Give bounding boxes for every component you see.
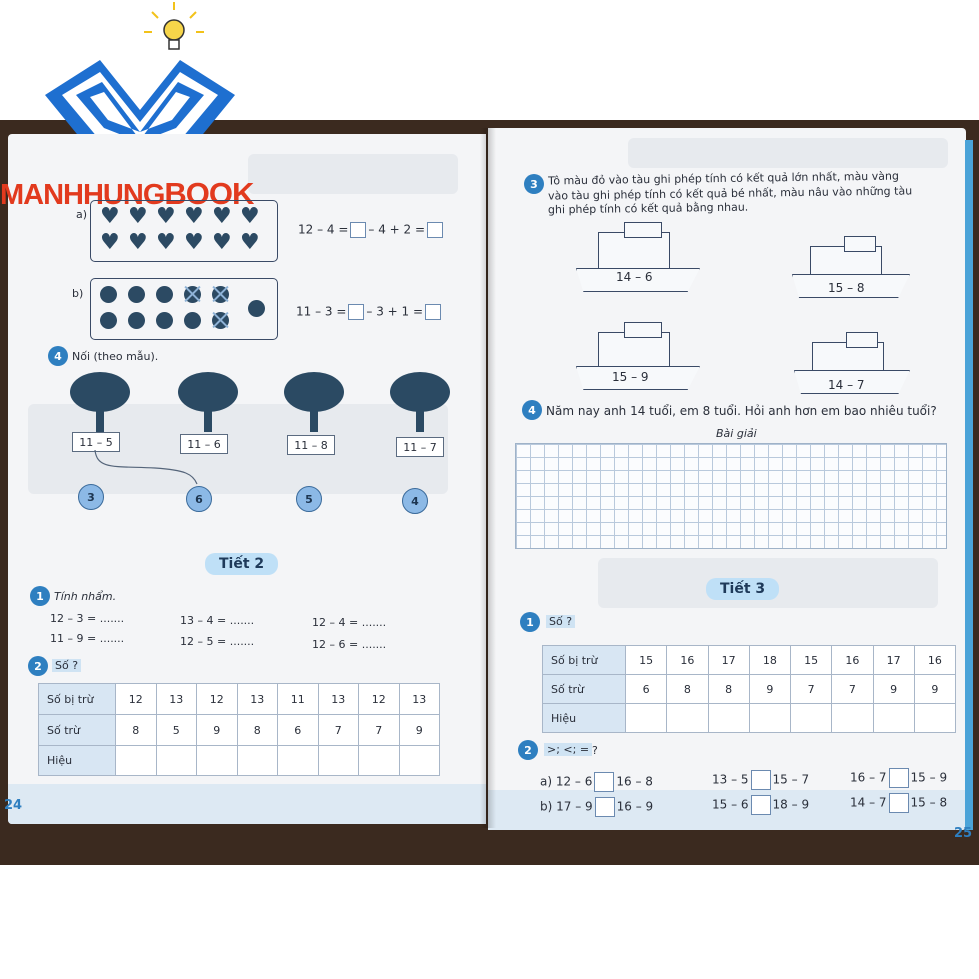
question-title: Tính nhẩm.	[54, 590, 117, 603]
tree-icon	[390, 372, 450, 434]
apple-icon: 6	[186, 486, 212, 512]
ship-label: 14 – 7	[828, 378, 865, 392]
compare-row-b: 14 – 7 15 – 8	[850, 793, 947, 813]
page-footer-wave	[8, 784, 486, 824]
compare-row-a: a) 12 – 6 16 – 8	[540, 772, 653, 792]
lesson-title: Tiết 3	[706, 578, 779, 600]
calc-item: 11 – 9 = .......	[50, 632, 125, 645]
question-text: vào tàu ghi phép tính có kết quả bé nhất, màu nâu vào những tàu	[547, 184, 913, 203]
answer-box[interactable]	[350, 222, 366, 238]
question-number: 3	[524, 174, 544, 194]
question-title: >; <; =	[544, 743, 592, 756]
page-edge	[965, 140, 973, 830]
tree-icon	[284, 372, 344, 434]
compare-box[interactable]	[889, 768, 909, 788]
tree-icon	[70, 372, 130, 434]
heart-icon: ♥	[100, 204, 120, 229]
equation-a: 12 – 4 = – 4 + 2 =	[298, 222, 445, 238]
heart-icon: ♥	[240, 230, 260, 255]
part-b-label: b)	[72, 287, 84, 300]
apple-icon: 5	[296, 486, 322, 512]
compare-row-a: 16 – 7 15 – 9	[850, 768, 947, 788]
tree-label: 11 – 8	[287, 435, 335, 455]
question-title: Số ?	[52, 659, 81, 672]
compare-box[interactable]	[595, 797, 615, 817]
question-number: 1	[520, 612, 540, 632]
heart-icon: ♥	[212, 204, 232, 229]
question-number: 2	[518, 740, 538, 760]
dot-icon	[100, 286, 117, 303]
heart-icon: ♥	[184, 230, 204, 255]
question-text: ghi phép tính có kết quả bằng nhau.	[547, 200, 749, 217]
part-a-label: a)	[76, 208, 88, 221]
tree-label: 11 – 5	[72, 432, 120, 452]
compare-row-b: b) 17 – 9 16 – 9	[540, 797, 653, 817]
question-number: 4	[522, 400, 542, 420]
ship-label: 14 – 6	[616, 270, 653, 284]
tree-label: 11 – 6	[180, 434, 228, 454]
answer-box[interactable]	[427, 222, 443, 238]
question-title: Số ?	[546, 615, 575, 628]
dot-icon	[212, 312, 229, 329]
brand-logo-text: MANHHUNGBOOK	[0, 176, 254, 211]
question-number: 2	[28, 656, 48, 676]
question-text: Năm nay anh 14 tuổi, em 8 tuổi. Hỏi anh hơn em bao nhiêu tuổi?	[546, 404, 937, 418]
compare-box[interactable]	[751, 795, 771, 815]
compare-box[interactable]	[594, 772, 614, 792]
solution-heading: Bài giải	[716, 427, 757, 440]
heart-icon: ♥	[184, 204, 204, 229]
calc-item: 13 – 4 = .......	[180, 614, 255, 627]
dot-icon	[100, 312, 117, 329]
heart-icon: ♥	[128, 204, 148, 229]
ship-label: 15 – 9	[612, 370, 649, 384]
question-mark: ?	[592, 744, 598, 757]
compare-row-a: 13 – 5 15 – 7	[712, 770, 809, 790]
dot-icon	[248, 300, 265, 317]
heart-icon: ♥	[128, 230, 148, 255]
question-number: 4	[48, 346, 68, 366]
dot-icon	[184, 286, 201, 303]
dot-icon	[128, 286, 145, 303]
equation-b: 11 – 3 = – 3 + 1 =	[296, 304, 443, 320]
dot-icon	[128, 312, 145, 329]
subtraction-table-right: Số bị trừ 15 16 17 18 15 16 17 16 Số trừ 6 8 8 9 7 7 9 9 Hiệu	[542, 645, 956, 733]
heart-icon: ♥	[240, 204, 260, 229]
question-number: 1	[30, 586, 50, 606]
dot-icon	[184, 312, 201, 329]
apple-icon: 4	[402, 488, 428, 514]
answer-grid[interactable]	[515, 443, 947, 549]
calc-item: 12 – 3 = .......	[50, 612, 125, 625]
match-line	[85, 448, 205, 488]
calc-item: 12 – 5 = .......	[180, 635, 255, 648]
tree-icon	[178, 372, 238, 434]
page-number: 25	[954, 826, 973, 841]
apple-icon: 3	[78, 484, 104, 510]
question-text: Tô màu đỏ vào tàu ghi phép tính có kết quả lớn nhất, màu vàng	[547, 169, 900, 188]
heart-icon: ♥	[212, 230, 232, 255]
compare-box[interactable]	[751, 770, 771, 790]
dot-icon	[156, 286, 173, 303]
calc-item: 12 – 4 = .......	[312, 616, 387, 629]
heart-icon: ♥	[156, 230, 176, 255]
lesson-title: Tiết 2	[205, 553, 278, 575]
subtraction-table-left: Số bị trừ 12 13 12 13 11 13 12 13 Số trừ 8 5 9 8 6 7 7 9 Hiệu	[38, 683, 440, 776]
ship-label: 15 – 8	[828, 281, 865, 295]
tree-label: 11 – 7	[396, 437, 444, 457]
calc-item: 12 – 6 = .......	[312, 638, 387, 651]
answer-box[interactable]	[425, 304, 441, 320]
book-spine	[480, 128, 496, 828]
page-number: 24	[4, 798, 23, 813]
heart-icon: ♥	[156, 204, 176, 229]
dot-icon	[156, 312, 173, 329]
compare-row-b: 15 – 6 18 – 9	[712, 795, 809, 815]
dot-icon	[212, 286, 229, 303]
compare-box[interactable]	[889, 793, 909, 813]
answer-box[interactable]	[348, 304, 364, 320]
question-title: Nối (theo mẫu).	[72, 350, 159, 363]
heart-icon: ♥	[100, 230, 120, 255]
